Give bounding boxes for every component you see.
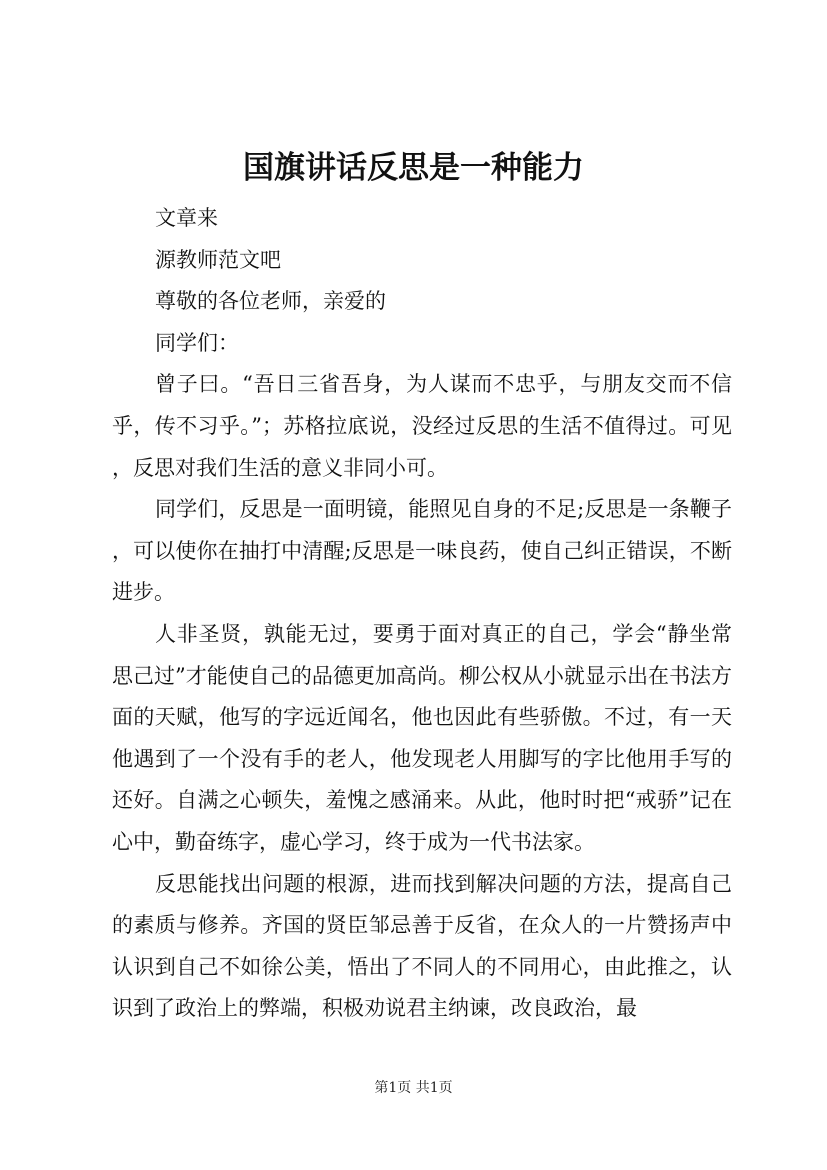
paragraph-salutation-1: 尊敬的各位老师，亲爱的: [155, 289, 386, 314]
paragraph-zou-ji: 反思能找出问题的根源，进而找到解决问题的方法，提高自己的素质与修养。齐国的贤臣邹忌善于反省，在众人的一片赞扬声中认识到自己不如徐公美，悟出了不同人的不同用心，由此推之，认识到了政治上的弊端，积极劝说君主纳谏，改良政治，最: [112, 871, 732, 1021]
document-title: 国旗讲话反思是一种能力: [243, 150, 584, 186]
document-body: [112, 198, 732, 1030]
paragraph-source-line-2: 源教师范文吧: [155, 247, 281, 272]
paragraph-zengzi-quote: 曾子曰。“吾日三省吾身，为人谋而不忠乎，与朋友交而不信乎，传不习乎。”；苏格拉底说，没经过反思的生活不值得过。可见，反思对我们生活的意义非同小可。: [112, 372, 732, 480]
paragraph-source-line-1: 文章来: [155, 206, 218, 230]
paragraph-salutation-2: 同学们：: [155, 330, 239, 355]
paragraph-mirror-metaphor: 同学们，反思是一面明镜，能照见自身的不足;反思是一条鞭子，可以使你在抽打中清醒;反思是一味良药，使自己纠正错误，不断进步。: [112, 497, 732, 605]
page-footer: 第1页 共1页: [374, 1080, 453, 1096]
paragraph-liu-gongquan: 人非圣贤，孰能无过，要勇于面对真正的自己，学会“静坐常思己过”才能使自己的品德更加高尚。柳公权从小就显示出在书法方面的天赋，他写的字远近闻名，他也因此有些骄傲。不过，有一天他遇到了一个没有手的老人，他发现老人用脚写的字比他用手写的还好。自满之心顿失，羞愧之感涌来。从此，他时时把“戒骄”记在心中，勤奋练字，虚心学习，终于成为一代书法家。: [112, 621, 732, 854]
